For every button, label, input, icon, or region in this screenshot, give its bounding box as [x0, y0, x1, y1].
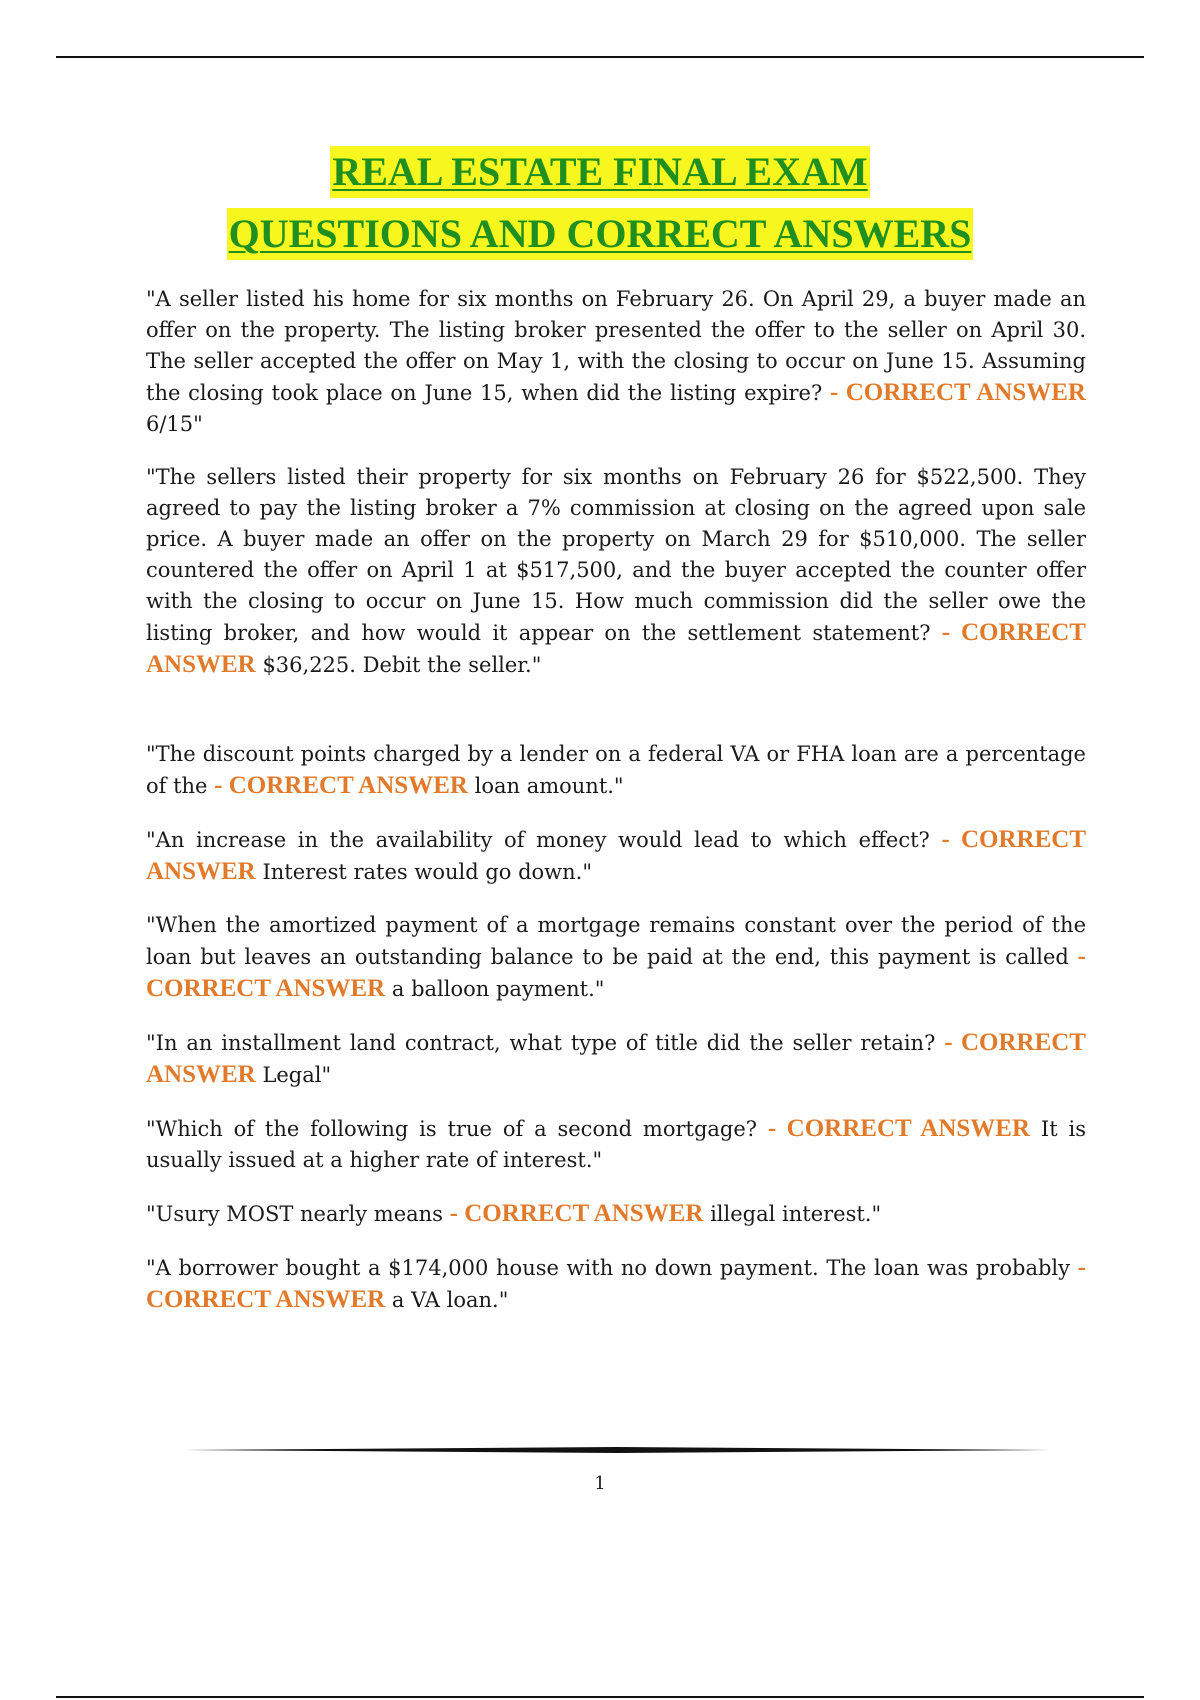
- question-text: "A seller listed his home for six months on February 26. On April 29, a buyer made an offer on the property. The listing broker presented the offer to the seller on April 30. The seller accepted the offer on May 1, with the closing to occur on June 15. Assuming the closing took place on June 15, when did the listing expire?: [146, 287, 1086, 405]
- qa-item: [146, 1198, 1086, 1230]
- qa-item: [146, 824, 1086, 888]
- answer-text: Interest rates would go down.": [262, 860, 593, 884]
- qa-item: [146, 462, 1086, 681]
- answer-text: 6/15": [146, 412, 203, 436]
- correct-answer-tag: - CORRECT ANSWER: [146, 943, 1086, 1002]
- qa-list: [146, 284, 1086, 1338]
- question-text: "In an installment land contract, what type of title did the seller retain?: [146, 1031, 936, 1055]
- answer-text: a balloon payment.": [391, 977, 605, 1001]
- correct-answer-tag: - CORRECT ANSWER: [449, 1200, 704, 1227]
- page-number: 1: [594, 1473, 606, 1494]
- answer-text: a VA loan.": [391, 1288, 509, 1312]
- qa-item: [146, 1252, 1086, 1316]
- footer-divider: [184, 1447, 1050, 1453]
- answer-text: loan amount.": [474, 774, 624, 798]
- answer-text: It is usually issued at a higher rate of interest.": [146, 1117, 1087, 1172]
- header-rule: [56, 56, 1144, 58]
- footer-rule: [56, 1696, 1144, 1698]
- qa-item: [146, 739, 1086, 802]
- question-text: "The discount points charged by a lender on a federal VA or FHA loan are a percentage of the: [146, 742, 1086, 798]
- answer-text: Legal": [262, 1063, 332, 1087]
- document-title: [0, 146, 1200, 270]
- correct-answer-tag: - CORRECT ANSWER: [214, 772, 468, 799]
- qa-item: [146, 910, 1086, 1005]
- question-text: "Which of the following is true of a second mortgage?: [146, 1117, 758, 1141]
- qa-item: [146, 1027, 1086, 1091]
- answer-text: $36,225. Debit the seller.": [262, 653, 542, 677]
- correct-answer-tag: - CORRECT ANSWER: [146, 619, 1086, 678]
- correct-answer-tag: - CORRECT ANSWER: [830, 379, 1086, 406]
- question-text: "A borrower bought a $174,000 house with no down payment. The loan was probably: [146, 1256, 1071, 1280]
- correct-answer-tag: - CORRECT ANSWER: [146, 1254, 1086, 1313]
- correct-answer-tag: - CORRECT ANSWER: [146, 826, 1086, 885]
- question-text: "An increase in the availability of money would lead to which effect?: [146, 828, 930, 852]
- question-text: "When the amortized payment of a mortgage remains constant over the period of the loan but leaves an outstanding balance to be paid at the end, this payment is called: [146, 913, 1086, 969]
- question-text: "Usury MOST nearly means: [146, 1202, 443, 1226]
- qa-item: [146, 1113, 1086, 1176]
- answer-text: illegal interest.": [710, 1202, 882, 1226]
- correct-answer-tag: - CORRECT ANSWER: [767, 1115, 1031, 1142]
- question-text: "The sellers listed their property for six months on February 26 for $522,500. They agreed to pay the listing broker a 7% commission at closing on the agreed upon sale price. A buyer made an offer on the property on March 29 for $510,000. The seller countered the offer on April 1 at $517,500, and the buyer accepted the counter offer with the closing to occur on June 15. How much commission did the seller owe the listing broker, and how would it appear on the settlement statement?: [146, 465, 1086, 645]
- qa-item: [146, 284, 1086, 440]
- title-line-1: REAL ESTATE FINAL EXAM: [330, 146, 869, 198]
- correct-answer-tag: - CORRECT ANSWER: [146, 1029, 1086, 1088]
- title-line-2: QUESTIONS AND CORRECT ANSWERS: [227, 208, 974, 260]
